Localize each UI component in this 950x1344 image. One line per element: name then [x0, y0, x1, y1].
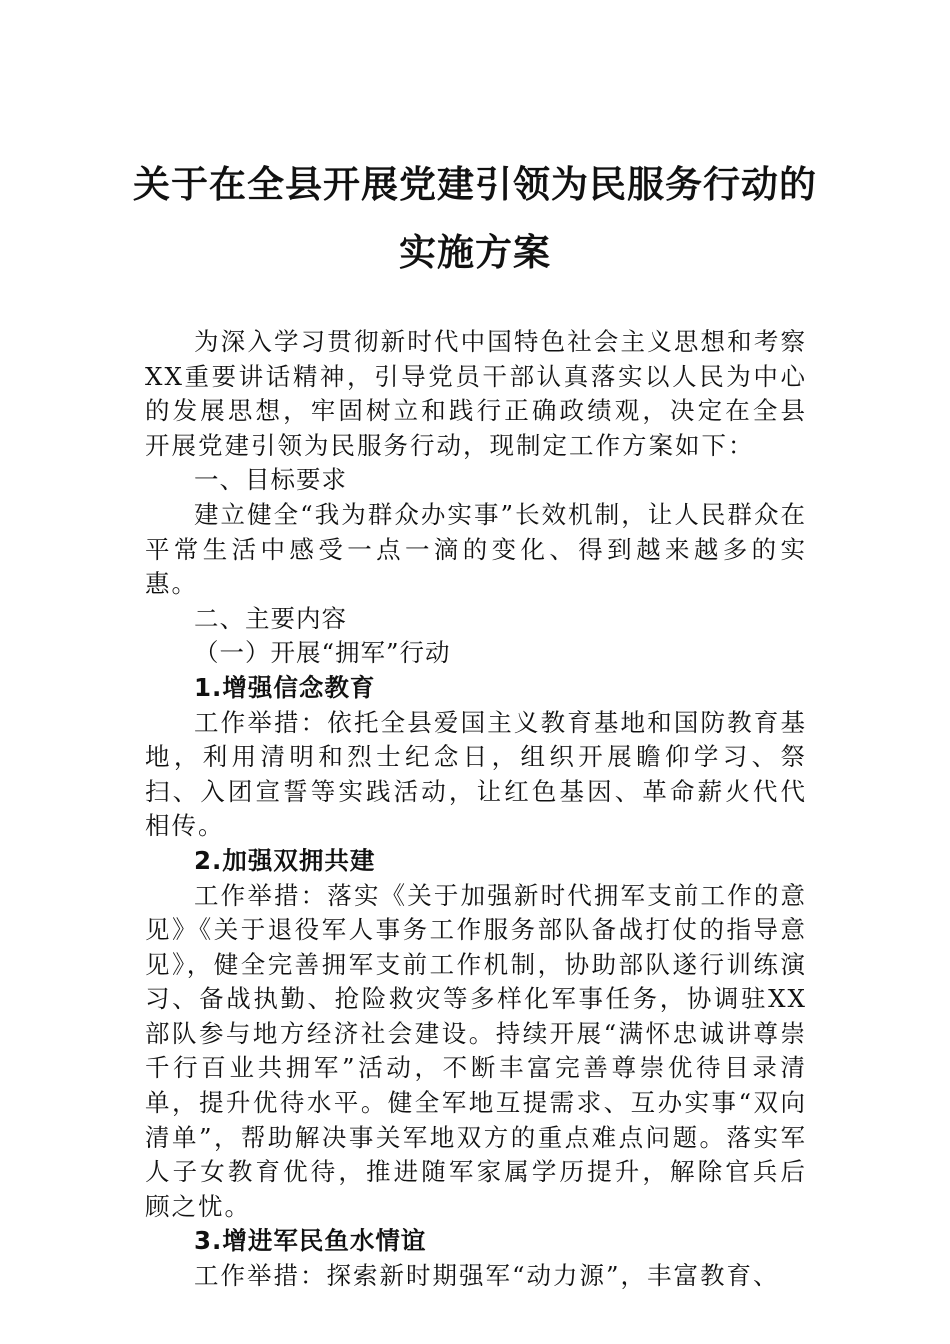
- item-paragraph-dual-support: 工作举措：落实《关于加强新时代拥军支前工作的意见》《关于退役军人事务工作服务部队备战打仗的指导意见》，健全完善拥军支前工作机制，协助部队遂行训练演习、备战执勤、抢险救灾等多样化军事任务，协调驻XX部队参与地方经济社会建设。持续开展“满怀忠诚讲尊崇千行百业共拥军”活动，不断丰富完善尊崇优待目录清单，提升优待水平。健全军地互提需求、互办实事“双向清单”，帮助解决事关军地双方的重点难点问题。落实军人子女教育优待，推进随军家属学历提升，解除官兵后顾之忧。: [145, 880, 807, 1221]
- item-paragraph-belief-education: 工作举措：依托全县爱国主义教育基地和国防教育基地，利用清明和烈士纪念日，组织开展瞻仰学习、祭扫、入团宣誓等实践活动，让红色基因、革命薪火代代相传。: [145, 707, 807, 841]
- item-heading-military-civilian-ties: 3.增进军民鱼水情谊: [194, 1226, 427, 1256]
- item-heading-belief-education: 1.增强信念教育: [194, 672, 376, 702]
- section-heading-content: 二、主要内容: [194, 603, 347, 633]
- section-heading-goals: 一、目标要求: [194, 465, 347, 495]
- document-title-line-2: 实施方案: [399, 231, 551, 274]
- document-body: [145, 325, 807, 1294]
- intro-paragraph: 为深入学习贯彻新时代中国特色社会主义思想和考察XX重要讲话精神，引导党员干部认真落实以人民为中心的发展思想，牢固树立和践行正确政绩观，决定在全县开展党建引领为民服务行动，现制定工作方案如下：: [145, 327, 807, 460]
- document-title-line-1: 关于在全县开展党建引领为民服务行动的: [133, 163, 817, 206]
- item-paragraph-military-civilian-ties: 工作举措：探索新时期强军“动力源”，丰富教育、: [194, 1261, 780, 1291]
- goals-paragraph: 建立健全“我为群众办实事”长效机制，让人民群众在平常生活中感受一点一滴的变化、得到越来越多的实惠。: [145, 499, 807, 599]
- item-heading-dual-support: 2.加强双拥共建: [194, 845, 376, 875]
- subsection-heading-army-support: （一）开展“拥军”行动: [194, 638, 451, 668]
